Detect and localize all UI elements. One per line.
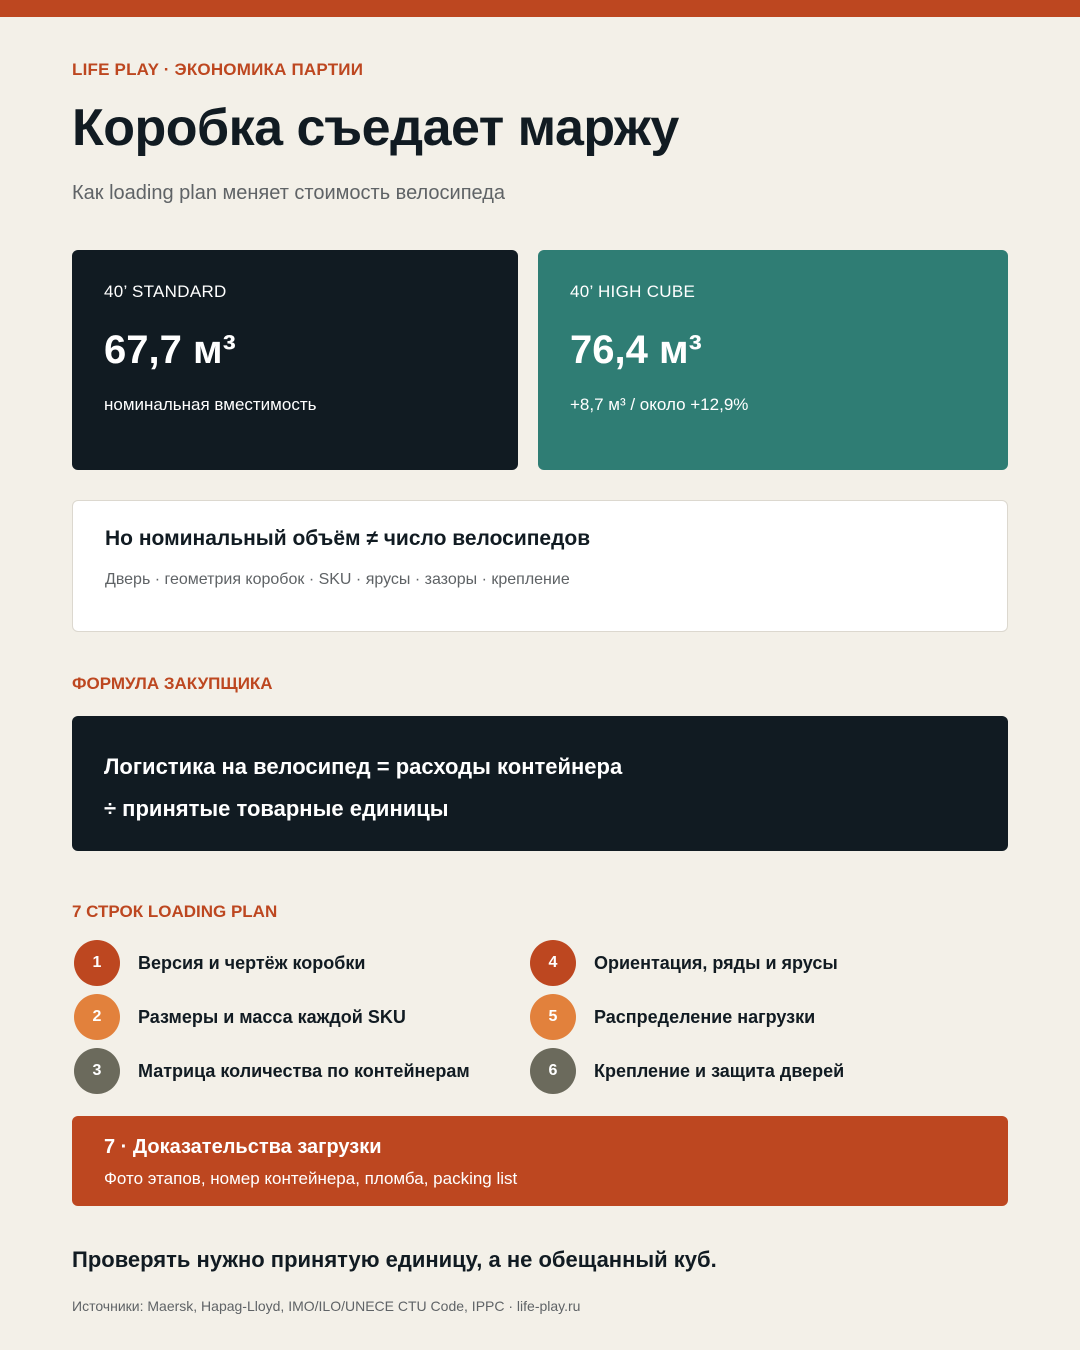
conclusion-text: Проверять нужно принятую единицу, а не обещанный куб. xyxy=(72,1247,717,1272)
step-text: Размеры и масса каждой SKU xyxy=(138,1006,406,1027)
step-text: Распределение нагрузки xyxy=(594,1006,816,1027)
step-text: Ориентация, ряды и ярусы xyxy=(594,952,838,973)
page-subtitle: Как loading plan меняет стоимость велосипеда xyxy=(72,182,506,204)
step-item xyxy=(74,940,365,986)
formula-section-label: ФОРМУЛА ЗАКУПЩИКА xyxy=(72,674,273,693)
step-number-badge: 2 xyxy=(74,994,120,1040)
formula-line-2: ÷ принятые товарные единицы xyxy=(104,796,449,821)
step-item xyxy=(530,994,815,1040)
loading-plan-steps xyxy=(72,940,1008,1095)
loading-plan-section-label: 7 СТРОК LOADING PLAN xyxy=(72,902,278,921)
proof-heading: 7 · Доказательства загрузки xyxy=(104,1136,382,1158)
step-item xyxy=(530,940,838,986)
card-note: +8,7 м³ / около +12,9% xyxy=(570,395,749,414)
page-title: Коробка съедает маржу xyxy=(72,99,679,157)
top-accent-bar xyxy=(0,0,1080,17)
kicker: LIFE PLAY · ЭКОНОМИКА ПАРТИИ xyxy=(72,60,364,79)
step-item xyxy=(74,1048,470,1094)
step-item xyxy=(530,1048,844,1094)
step-number-badge: 3 xyxy=(74,1048,120,1094)
card-value: 67,7 м³ xyxy=(104,328,236,372)
step-number-badge: 4 xyxy=(530,940,576,986)
card-label: 40’ HIGH CUBE xyxy=(570,282,696,301)
card-value: 76,4 м³ xyxy=(570,328,702,372)
step-number-badge: 6 xyxy=(530,1048,576,1094)
notice-box xyxy=(72,500,1008,632)
step-text: Матрица количества по контейнерам xyxy=(138,1060,470,1081)
formula-line-1: Логистика на велосипед = расходы контейнера xyxy=(104,754,623,779)
step-number-badge: 1 xyxy=(74,940,120,986)
step-text: Версия и чертёж коробки xyxy=(138,952,366,973)
card-label: 40’ STANDARD xyxy=(104,282,227,301)
card-note: номинальная вместимость xyxy=(104,395,317,414)
notice-tags: Дверь · геометрия коробок · SKU · ярусы · зазоры · крепление xyxy=(105,571,570,588)
card-40-high-cube xyxy=(538,250,1008,470)
loading-proof-box xyxy=(72,1116,1008,1206)
proof-subtext: Фото этапов, номер контейнера, пломба, packing list xyxy=(104,1169,518,1188)
formula-box xyxy=(72,716,1008,851)
step-number-badge: 5 xyxy=(530,994,576,1040)
notice-heading: Но номинальный объём ≠ число велосипедов xyxy=(105,527,591,550)
step-item xyxy=(74,994,406,1040)
step-text: Крепление и защита дверей xyxy=(594,1060,845,1081)
card-40-standard xyxy=(72,250,518,470)
sources-footnote: Источники: Maersk, Hapag-Lloyd, IMO/ILO/UNECE CTU Code, IPPC · life-play.ru xyxy=(72,1298,581,1314)
